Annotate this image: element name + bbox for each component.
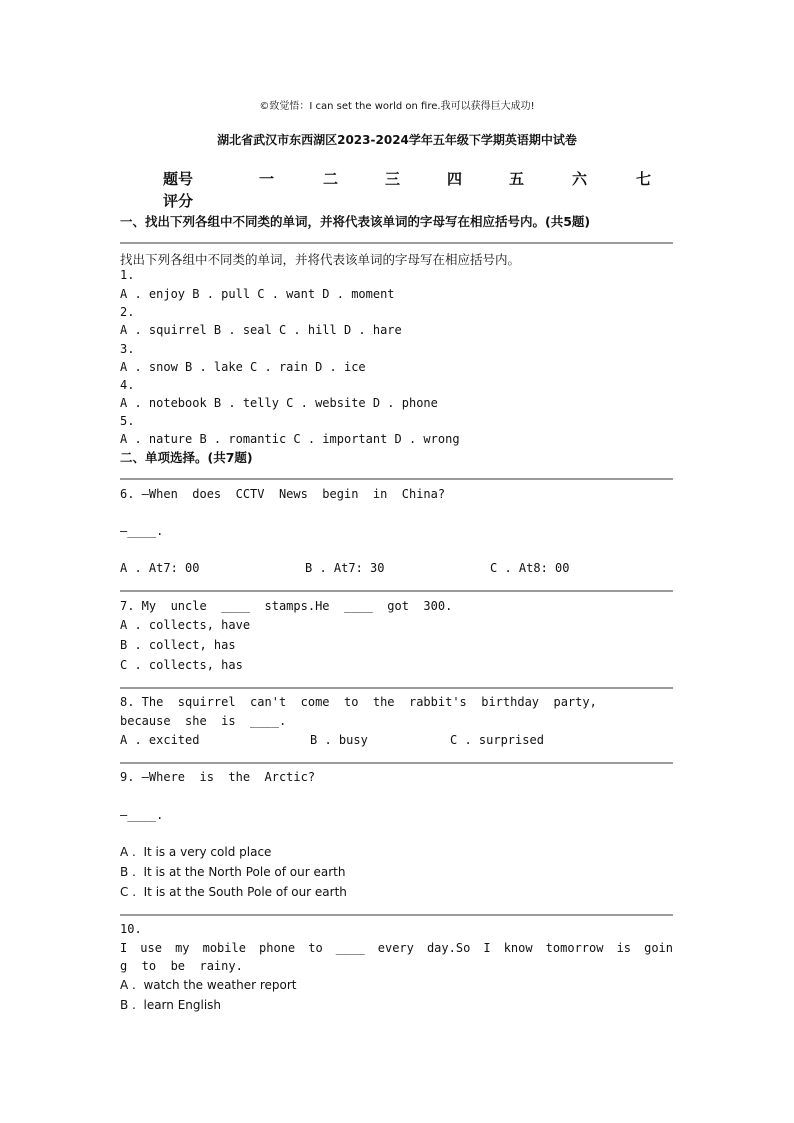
- item-number: 2.: [120, 305, 135, 319]
- section2-heading: 二、单项选择。(共7题): [120, 450, 253, 465]
- question-8: 8. The squirrel can't come to the rabbit's birthday party,: [120, 695, 597, 709]
- item-options: A . squirrel B . seal C . hill D . hare: [120, 323, 402, 337]
- option-a: A . watch the weather report: [120, 978, 297, 992]
- score-col-6: 六: [572, 170, 588, 188]
- item-options: A . nature B . romantic C . important D . wrong: [120, 432, 460, 446]
- score-table-label: 题号: [163, 170, 194, 188]
- score-table-row: [163, 168, 663, 190]
- item-options: A . enjoy B . pull C . want D . moment: [120, 287, 395, 301]
- item-options: A . snow B . lake C . rain D . ice: [120, 360, 366, 374]
- item-number: 5.: [120, 414, 135, 428]
- score-col-7: 七: [636, 170, 652, 188]
- question-10-number: 10.: [120, 922, 142, 936]
- option-b: B . collect, has: [120, 638, 236, 652]
- question-9: 9. —Where is the Arctic?: [120, 770, 316, 784]
- answer-line: —____.: [120, 808, 164, 822]
- score-col-4: 四: [447, 170, 463, 188]
- section1-instruction: 找出下列各组中不同类的单词，并将代表该单词的字母写在相应括号内。: [120, 252, 521, 267]
- option-b: B . learn English: [120, 998, 222, 1012]
- option-b: B . busy: [310, 733, 368, 747]
- option-c: C . surprised: [450, 733, 544, 747]
- option-b: B . At7: 30: [305, 561, 385, 575]
- option-b: B . It is at the North Pole of our earth: [120, 865, 346, 879]
- option-a: A . At7: 00: [120, 561, 200, 575]
- option-c: C . At8: 00: [490, 561, 570, 575]
- section1-heading: 一、找出下列各组中不同类的单词，并将代表该单词的字母写在相应括号内。(共5题): [120, 214, 591, 229]
- option-a: A . excited: [120, 733, 200, 747]
- question-10-cont: g to be rainy.: [120, 959, 243, 973]
- exam-title: 湖北省武汉市东西湖区2023-2024学年五年级下学期英语期中试卷: [217, 133, 577, 147]
- divider: [120, 478, 673, 480]
- item-number: 1.: [120, 268, 135, 282]
- score-col-1: 一: [259, 170, 275, 188]
- item-number: 4.: [120, 378, 135, 392]
- score-col-5: 五: [509, 170, 525, 188]
- score-col-2: 二: [323, 170, 339, 188]
- divider: [120, 590, 673, 592]
- question-6: 6. —When does CCTV News begin in China?: [120, 487, 446, 501]
- question-7: 7. My uncle ____ stamps.He ____ got 300.: [120, 599, 453, 613]
- divider: [120, 762, 673, 764]
- answer-line: —____.: [120, 524, 164, 538]
- divider: [120, 242, 673, 244]
- item-number: 3.: [120, 342, 135, 356]
- question-8-cont: because she is ____.: [120, 714, 287, 728]
- motto-text: ©致觉悟：I can set the world on fire.我可以获得巨大成功!: [259, 101, 535, 112]
- divider: [120, 914, 673, 916]
- score-row-label: 评分: [163, 192, 194, 210]
- option-c: C . It is at the South Pole of our earth: [120, 885, 347, 899]
- option-c: C . collects, has: [120, 658, 243, 672]
- score-col-3: 三: [385, 170, 401, 188]
- question-10: I use my mobile phone to ____ every day.So I know tomorrow is goin: [120, 941, 673, 955]
- divider: [120, 687, 673, 689]
- option-a: A . collects, have: [120, 618, 251, 632]
- option-a: A . It is a very cold place: [120, 845, 272, 859]
- item-options: A . notebook B . telly C . website D . phone: [120, 396, 438, 410]
